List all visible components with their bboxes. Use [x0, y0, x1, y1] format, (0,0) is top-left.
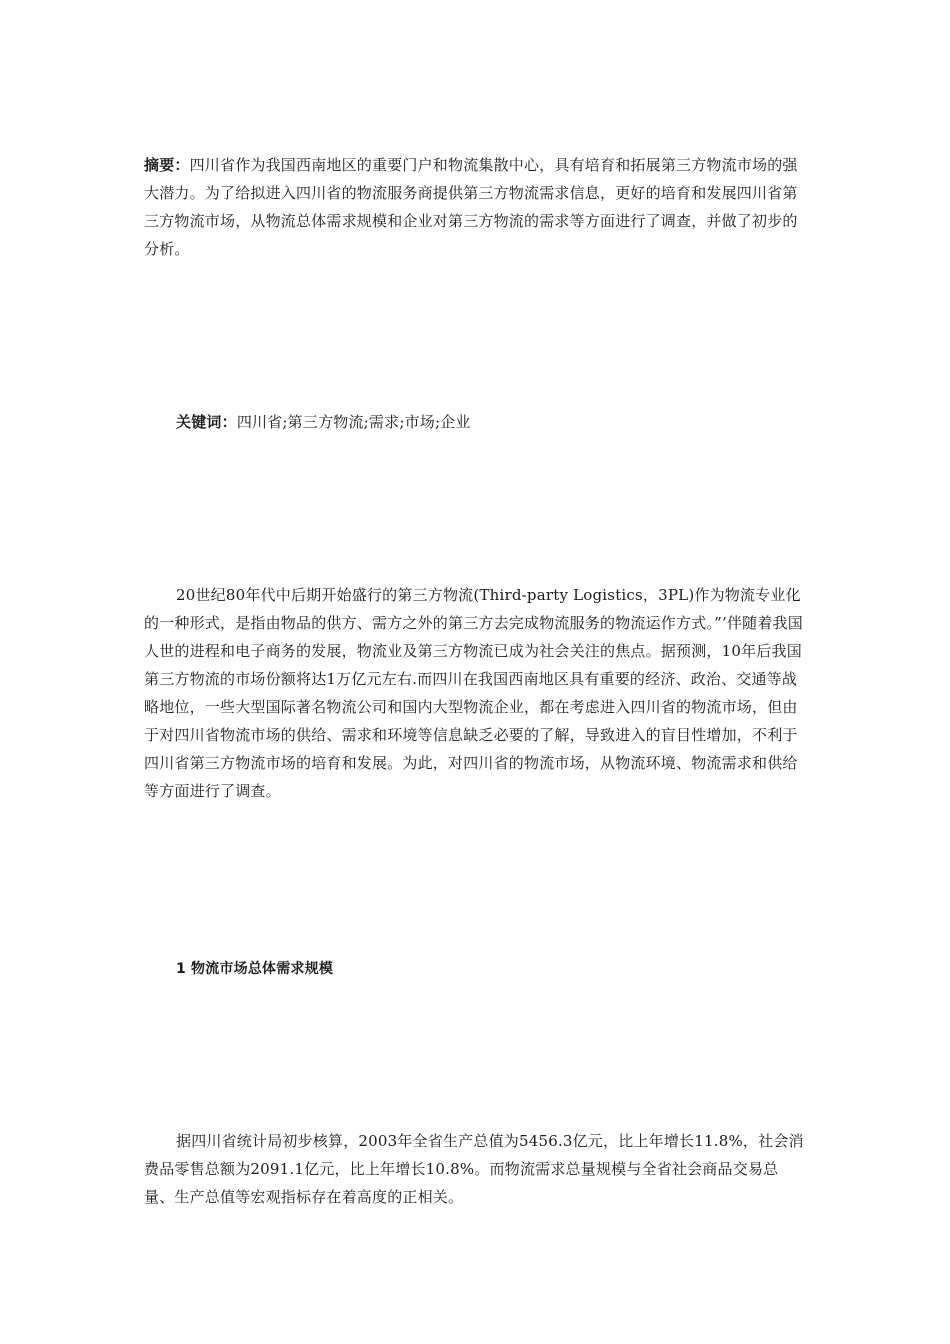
abstract-paragraph	[144, 151, 808, 263]
keywords-colon: ：	[221, 413, 237, 431]
section-heading	[144, 955, 808, 983]
section-title: 物流市场总体需求规模	[191, 961, 334, 977]
keywords-text: 四川省;第三方物流;需求;市场;企业	[236, 413, 471, 431]
abstract-text: 四川省作为我国西南地区的重要门户和物流集散中心，具有培育和拓展第三方物流市场的强大潜力。为了给拟进入四川省的物流服务商提供第三方物流需求信息，更好的培育和发展四川省第三方物流市场，从物流总体需求规模和企业对第三方物流的需求等方面进行了调查，并做了初步的分析。	[144, 156, 798, 258]
keywords-paragraph	[144, 408, 808, 436]
section-number: 1	[176, 961, 186, 977]
keywords-label: 关键词	[176, 413, 222, 431]
body-paragraph	[144, 1127, 808, 1211]
abstract-label: 摘要	[144, 156, 175, 174]
abstract-colon: ：	[174, 156, 190, 174]
intro-paragraph	[144, 581, 808, 805]
body-paragraph-text: 据四川省统计局初步核算，2003年全省生产总值为5456.3亿元，比上年增长11.8%，社会消费品零售总额为2091.1亿元，比上年增长10.8%。而物流需求总量规模与全省社会商品交易总量、生产总值等宏观指标存在着高度的正相关。	[144, 1132, 804, 1206]
intro-text: 20世纪80年代中后期开始盛行的第三方物流(Third-party Logistics，3PL)作为物流专业化的一种形式，是指由物品的供方、需方之外的第三方去完成物流服务的物流运作方式。”’伴随着我国人世的进程和电子商务的发展，物流业及第三方物流已成为社会关注的焦点。据预测，10年后我国第三方物流的市场份额将达1万亿元左右.而四川在我国西南地区具有重要的经济、政治、交通等战略地位，一些大型国际著名物流公司和国内大型物流企业，都在考虑进入四川省的物流市场，但由于对四川省物流市场的供给、需求和环境等信息缺乏必要的了解，导致进入的盲目性增加，不利于四川省第三方物流市场的培育和发展。为此，对四川省的物流市场，从物流环境、物流需求和供给等方面进行了调查。	[144, 586, 803, 800]
